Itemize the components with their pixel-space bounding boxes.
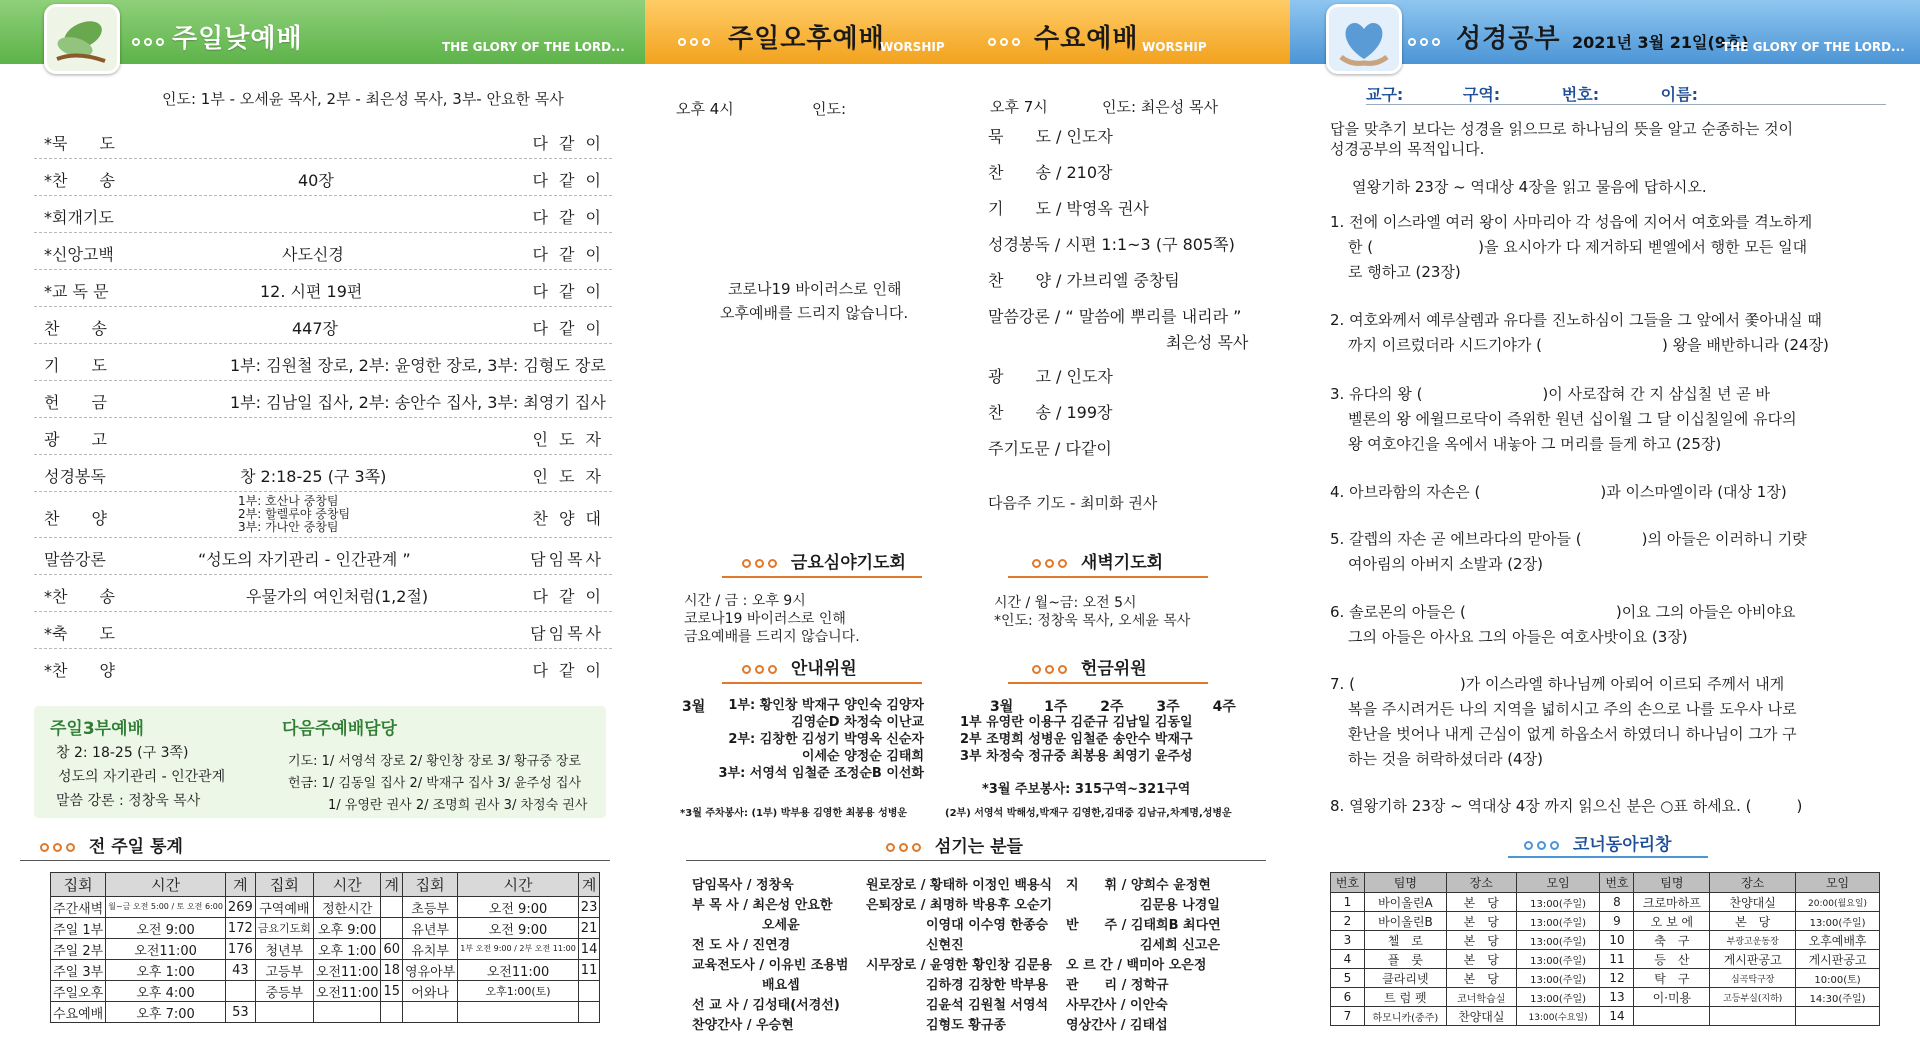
next-week-prayer: 기도: 1/ 서영석 장로 2/ 황인창 장로 3/ 황규중 장로 <box>288 754 582 769</box>
table-row: 주일 1부 오전 9:00 172 금요기도회 오후 9:00 유년부 오전 9:00 21 <box>51 918 600 939</box>
table-row: 1 바이올린A 본 당 13:00(주일) 8 크로마하프 찬양대실 20:00(월요일) <box>1331 893 1880 912</box>
afternoon-title: 주일오후예배 <box>728 24 885 54</box>
study-field-parish: 교구: <box>1366 85 1404 104</box>
question-1: 1. 전에 이스라엘 여러 왕이 사마리아 각 성읍에 지어서 여호와를 격노하게 한 ( )을 요시아가 다 제거하되 벧엘에서 행한 모든 일대 로 행하고 (23장) <box>1330 213 1813 281</box>
friday-line-3: 금요예배를 드리지 않습니다. <box>684 629 860 645</box>
order-row: 말씀강론 / “ 말씀에 뿌리를 내리라 ” <box>988 307 1242 326</box>
dot-icon <box>1550 841 1559 850</box>
offering-parking-note: (2부) 서영석 박해성,박재구 김영한,김대중 김남규,차계명,성병운 <box>945 808 1232 819</box>
question-7: 7. ( )가 이스라엘 하나님께 아뢰어 이르되 주께서 내게 복을 주시려거든 나의 지역을 넓히시고 주의 손으로 나를 도우사 나로 환난을 벗어나 내게 근심이 없게 하옵소서 하였더니 하나님이 그가 구 하는 것을 허락하셨더라 (4장) <box>1330 675 1797 768</box>
order-row: 찬 양 / 가브리엘 중창팀 <box>988 271 1180 290</box>
table-row: 주일오후 오후 4:00 중등부 오전11:00 15 어와나 오후1:00(토) <box>51 981 600 1002</box>
ushers-parking-note: *3월 주차봉사: (1부) 박부용 김영한 최봉용 성병운 <box>680 808 908 819</box>
order-row: 묵 도 / 인도자 <box>988 127 1113 146</box>
study-intro-1: 답을 맞추기 보다는 성경을 읽으므로 하나님의 뜻을 알고 순종하는 것이 <box>1330 120 1794 138</box>
dot-icon <box>690 38 698 46</box>
study-field-name: 이름: <box>1660 85 1698 104</box>
order-row: 찬 송 / 210장 <box>988 163 1113 182</box>
table-row: 4 플 룻 본 당 13:00(주일) 11 등 산 게시판공고 게시판공고 <box>1331 950 1880 969</box>
dot-icon <box>1032 559 1041 568</box>
afternoon-subtitle: WORSHIP <box>880 40 945 54</box>
servers-title: 섬기는 분들 <box>886 832 1023 857</box>
table-row: 5 클라리넷 본 당 13:00(주일) 12 탁 구 심곡탁구장 10:00(토) <box>1331 969 1880 988</box>
ushers-title: 안내위원 <box>742 654 857 679</box>
dot-icon <box>156 38 164 46</box>
friday-title: 금요심야기도회 <box>742 548 906 573</box>
dot-icon <box>66 843 75 852</box>
afternoon-time: 오후 4시 <box>676 100 734 118</box>
wednesday-dots <box>988 38 1024 46</box>
study-title: 성경공부 <box>1456 24 1561 54</box>
table-row: 3 첼 로 본 당 13:00(주일) 10 축 구 부광고운동장 오후예배후 <box>1331 931 1880 950</box>
friday-line-1: 시간 / 금 : 오후 9시 <box>684 593 806 609</box>
order-row: 기 도 / 박영옥 권사 <box>988 199 1149 218</box>
study-subtitle: THE GLORY OF THE LORD... <box>1722 40 1905 54</box>
order-row: 성경봉독 창 2:18-25 (구 3쪽) 인 도 자 <box>34 455 612 492</box>
order-row: 찬 양 1부: 호산나 중창팀 2부: 할렐루야 중창팀 3부: 가나안 중창팀 찬 양 대 <box>34 492 612 538</box>
dot-icon <box>886 843 895 852</box>
dot-icon <box>755 665 764 674</box>
stats-title: 전 주일 통계 <box>40 832 183 857</box>
dot-icon <box>1408 38 1416 46</box>
wednesday-subtitle: WORSHIP <box>1142 40 1207 54</box>
table-row: 집회 시간 계 집회 시간 계 집회 시간 계 <box>51 873 600 897</box>
dot-icon <box>53 843 62 852</box>
dot-icon <box>1000 38 1008 46</box>
next-week-offering-1: 헌금: 1/ 김동일 집사 2/ 박재구 집사 3/ 윤주성 집사 <box>288 776 582 791</box>
afternoon-dots <box>678 38 714 46</box>
study-field-district: 구역: <box>1462 85 1501 104</box>
table-row: 주일 3부 오후 1:00 43 고등부 오전11:00 18 영유아부 오전11:00 11 <box>51 960 600 981</box>
question-3: 3. 유다의 왕 ( )이 사로잡혀 간 지 삼십칠 년 곧 바 벨론의 왕 에윌므로닥이 즉위한 원년 십이월 그 달 이십칠일에 유다의 왕 여호야긴을 옥에서 내놓아 그 머리를 들게 하고 (25장) <box>1330 385 1797 453</box>
table-row: 번호 팀명 장소 모임 번호 팀명 장소 모임 <box>1331 873 1880 893</box>
question-8: 8. 열왕기하 23장 ~ 역대상 4장 까지 읽으신 분은 ○표 하세요. ( ) <box>1330 797 1803 815</box>
dawn-line-2: *인도: 정창욱 목사, 오세윤 목사 <box>994 613 1191 629</box>
dot-icon <box>144 38 152 46</box>
question-4: 4. 아브라함의 자손은 ( )과 이스마엘이라 (대상 1장) <box>1330 483 1787 501</box>
wednesday-leader: 인도: 최은성 목사 <box>1102 98 1219 116</box>
offering-title: 헌금위원 <box>1032 654 1147 679</box>
dot-icon <box>768 665 777 674</box>
sunday-leaders: 인도: 1부 - 오세윤 목사, 2부 - 최은성 목사, 3부- 안요한 목사 <box>162 90 564 108</box>
order-row: *교 독 문 12. 시편 19편 다 같 이 <box>34 270 612 307</box>
wednesday-next-prayer: 다음주 기도 - 최미화 권사 <box>988 494 1158 512</box>
order-row: *찬 송 우물가의 여인처럼(1,2절) 다 같 이 <box>34 575 612 612</box>
study-field-number: 번호: <box>1561 85 1600 104</box>
dot-icon <box>1058 559 1067 568</box>
wednesday-time: 오후 7시 <box>990 98 1048 116</box>
table-row: 주간새벽 월~금 오전 5:00 / 토 오전 6:00 269 구역예배 정한시간 초등부 오전 9:00 23 <box>51 897 600 918</box>
dot-icon <box>912 843 921 852</box>
next-week-title: 다음주예배담당 <box>282 719 397 739</box>
choir-list: 1부: 호산나 중창팀 2부: 할렐루야 중창팀 3부: 가나안 중창팀 <box>238 494 351 534</box>
offering-list: 1부 유영란 이용구 김준규 김남일 김동일 2부 조명희 성병운 임철준 송안수 박재구 3부 차정숙 정규중 최봉용 최영기 윤주성 <box>960 715 1193 764</box>
question-5: 5. 갈렙의 자손 곧 에브라다의 맏아들 ( )의 아들은 이러하니 기럇 여아림의 아버지 소발과 (2장) <box>1330 530 1807 573</box>
order-row: 성경봉독 / 시편 1:1~3 (구 805쪽) <box>988 235 1235 254</box>
servers-col-3: 지 휘 / 양희수 윤정현 김문용 나경일 반 주 / 김태희B 최다연 김세희 신고은 오 르 간 / 백미아 오은정 관 리 / 정학규 사무간사 / 이안숙 영상간사 / 김태섭 <box>1066 878 1221 1033</box>
dot-icon <box>1420 38 1428 46</box>
study-reading: 열왕기하 23장 ~ 역대상 4장을 읽고 물음에 답하시오. <box>1352 178 1707 196</box>
friday-underline <box>722 576 922 578</box>
study-fields <box>1366 82 1698 105</box>
servers-underline <box>686 860 1266 861</box>
dawn-line-1: 시간 / 월~금: 오전 5시 <box>994 595 1137 611</box>
dot-icon <box>1045 559 1054 568</box>
dot-icon <box>755 559 764 568</box>
table-row: 6 트 럼 펫 코너학습실 13:00(주일) 13 이·미용 고등부실(지하) 14:30(주일) <box>1331 988 1880 1007</box>
afternoon-notice-2: 오후예배를 드리지 않습니다. <box>720 304 909 322</box>
dot-icon <box>1032 665 1041 674</box>
afternoon-notice-1: 코로나19 바이러스로 인해 <box>728 280 902 298</box>
order-row: 헌 금 1부: 김남일 집사, 2부: 송안수 집사, 3부: 최영기 집사 <box>34 381 612 418</box>
wednesday-title: 수요예배 <box>1034 24 1139 54</box>
order-row: *찬 송 40장 다 같 이 <box>34 159 612 196</box>
order-row: 최은성 목사 <box>1166 333 1249 352</box>
sunday-subtitle: THE GLORY OF THE LORD... <box>442 40 625 54</box>
dot-icon <box>132 38 140 46</box>
ushers-month: 3월 <box>682 699 706 715</box>
sunday-dots <box>132 38 168 46</box>
dot-icon <box>742 665 751 674</box>
order-row: *찬 양 다 같 이 <box>44 661 604 680</box>
dot-icon <box>899 843 908 852</box>
order-row: 광 고 / 인도자 <box>988 367 1113 386</box>
order-row: *묵 도 다 같 이 <box>34 122 612 159</box>
order-row: 찬 송 447장 다 같 이 <box>34 307 612 344</box>
dot-icon <box>1012 38 1020 46</box>
dot-icon <box>988 38 996 46</box>
order-row: *회개기도 다 같 이 <box>34 196 612 233</box>
study-date: 2021년 3월 21일(9호) <box>1572 33 1749 52</box>
friday-line-2: 코로나19 바이러스로 인해 <box>684 611 846 627</box>
ushers-list: 1부: 황인창 박재구 양인숙 김양자 김영순D 차정숙 이난교 2부: 김창한 김성기 박영옥 신순자 이세순 양정순 김태희 3부: 서영석 임철준 조정순B 이선화 <box>718 698 924 781</box>
third-service-title: 주일3부예배 <box>50 719 144 739</box>
clubs-underline <box>1508 856 1708 858</box>
dot-icon <box>1058 665 1067 674</box>
dot-icon <box>1432 38 1440 46</box>
afternoon-leader-label: 인도: <box>812 100 847 118</box>
next-week-offering-2: 1/ 유영란 권사 2/ 조명희 권사 3/ 차정숙 권사 <box>328 798 588 813</box>
offering-district: *3월 주보봉사: 315구역~321구역 <box>982 782 1191 797</box>
question-2: 2. 여호와께서 예루살렘과 유다를 진노하심이 그들을 그 앞에서 쫓아내실 때 까지 이르렀더라 시드기야가 ( ) 왕을 배반하니라 (24장) <box>1330 311 1829 354</box>
stats-table <box>50 872 600 1023</box>
order-row: 말씀강론 “성도의 자기관리 - 인간관계 ” 담임목사 <box>34 538 612 575</box>
dot-icon <box>1524 841 1533 850</box>
servers-col-1: 담임목사 / 정창욱 부 목 사 / 최은성 안요한 오세윤 전 도 사 / 진연경 교육전도사 / 이유빈 조용범 배요셉 선 교 사 / 김성태(서경선) 찬양간사 / 우승현 <box>692 878 849 1033</box>
clubs-table <box>1330 872 1880 1026</box>
table-row: 주일 2부 오전11:00 176 청년부 오후 1:00 60 유치부 1부 오전 9:00 / 2부 오전 11:00 14 <box>51 939 600 960</box>
third-service-preacher: 말씀 강론 : 정창욱 목사 <box>56 793 201 809</box>
dot-icon <box>1045 665 1054 674</box>
order-row: 찬 송 / 199장 <box>988 403 1113 422</box>
stats-title-underline <box>20 860 610 861</box>
order-row: 광 고 인 도 자 <box>34 418 612 455</box>
servers-col-2: 원로장로 / 황태하 이정인 백용식 은퇴장로 / 최명하 박용후 오순기 이영대 이수영 한종승 신현진 시무장로 / 윤영한 황인창 김문용 김하경 김창한 박부용 김윤석 김원철 서영석 김형도 황규종 <box>866 878 1053 1033</box>
table-row: 수요예배 오후 7:00 53 <box>51 1002 600 1023</box>
dot-icon <box>1537 841 1546 850</box>
dawn-title: 새벽기도회 <box>1032 548 1163 573</box>
dot-icon <box>40 843 49 852</box>
third-service-topic: 성도의 자기관리 - 인간관계 <box>58 769 226 785</box>
dot-icon <box>702 38 710 46</box>
table-row: 7 하모니카(중주) 찬양대실 13:00(수요일) 14 <box>1331 1007 1880 1026</box>
study-intro-2: 성경공부의 목적입니다. <box>1330 140 1485 158</box>
dawn-underline <box>1008 576 1208 578</box>
third-service-verse: 창 2: 18-25 (구 3쪽) <box>56 745 189 761</box>
order-row: *신앙고백 사도신경 다 같 이 <box>34 233 612 270</box>
question-6: 6. 솔로몬의 아들은 ( )이요 그의 아들은 아비야요 그의 아들은 아사요 그의 아들은 여호사밧이요 (3장) <box>1330 603 1796 646</box>
sunday-emblem <box>44 4 120 74</box>
table-row: 2 바이올린B 본 당 13:00(주일) 9 오 보 에 본 당 13:00(주일) <box>1331 912 1880 931</box>
dot-icon <box>678 38 686 46</box>
dot-icon <box>742 559 751 568</box>
offering-underline <box>1008 682 1208 684</box>
dot-icon <box>768 559 777 568</box>
order-row: *축 도 담임목사 <box>34 612 612 649</box>
study-emblem <box>1326 4 1402 74</box>
sunday-title: 주일낮예배 <box>172 24 303 54</box>
order-row: 기 도 1부: 김원철 장로, 2부: 윤영한 장로, 3부: 김형도 장로 <box>34 344 612 381</box>
study-fields-underline <box>1366 104 1886 105</box>
heart-hands-icon <box>1329 7 1399 71</box>
clubs-title: 코너동아리창 <box>1524 830 1671 855</box>
order-row: 주기도문 / 다같이 <box>988 439 1112 458</box>
study-dots <box>1408 38 1444 46</box>
offering-weeks: 3월 1주 2주 3주 4주 <box>990 699 1236 715</box>
leaf-hand-icon <box>47 7 117 71</box>
ushers-underline <box>722 682 922 684</box>
